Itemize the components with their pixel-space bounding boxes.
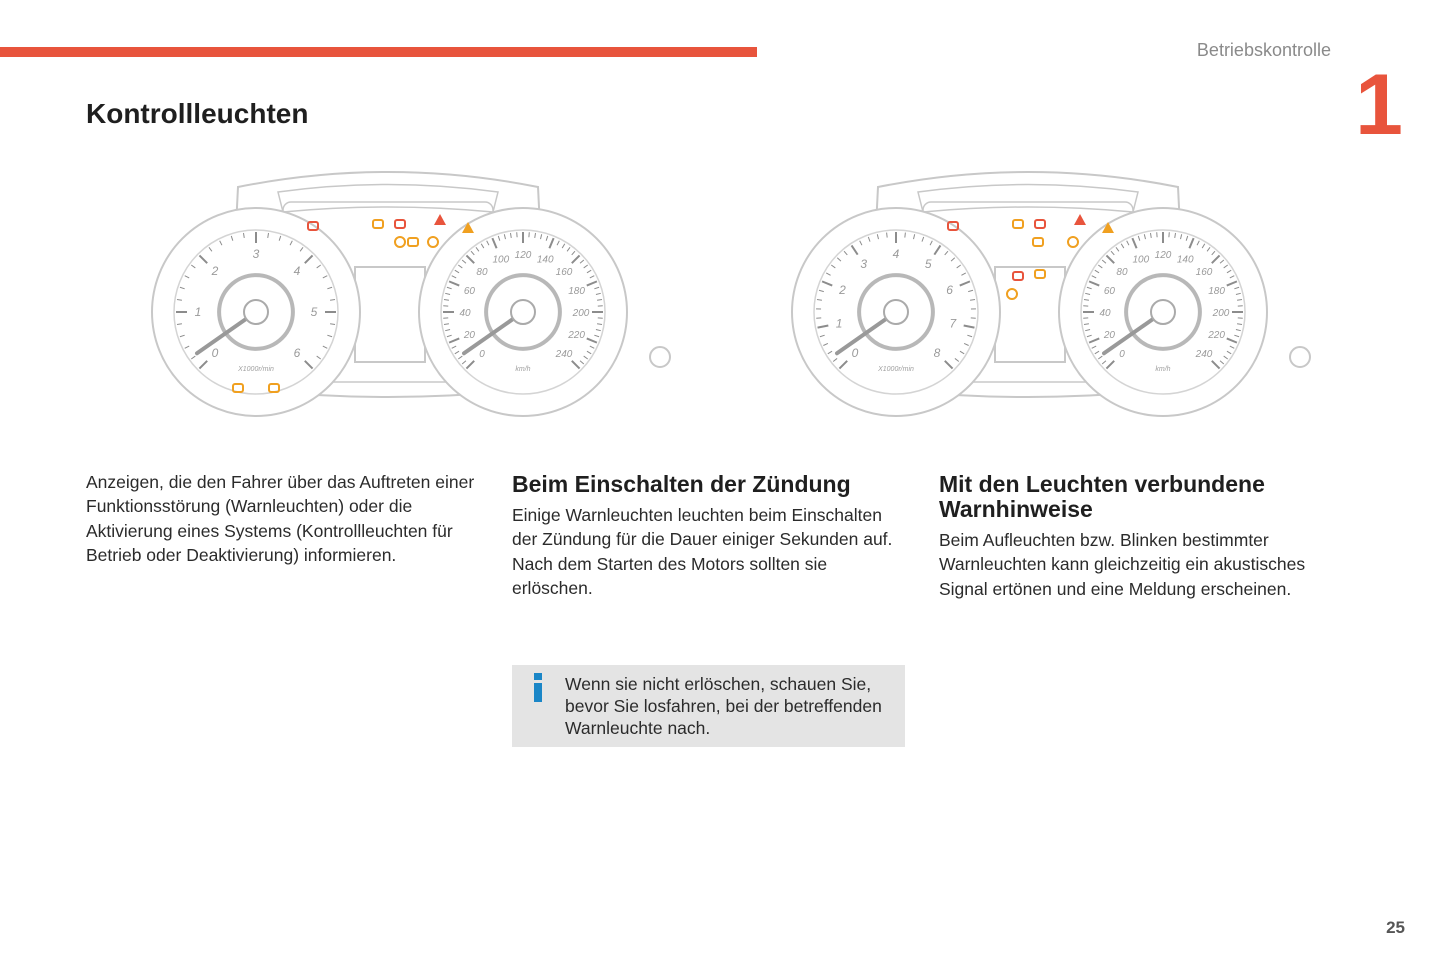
- speedometer-tick-label: 200: [1212, 308, 1230, 319]
- info-text: Wenn sie nicht erlöschen, schauen Sie, bevor Sie losfahren, bei der betreffenden Warnleuchte nach.: [565, 674, 882, 738]
- speedometer-unit-label: km/h: [1155, 366, 1171, 374]
- speedometer-tick-label: 140: [1176, 254, 1194, 266]
- tachometer-tick-label: 8: [933, 346, 941, 361]
- speedometer-tick-label: 100: [1132, 254, 1150, 266]
- speedometer-tick-label: 80: [476, 266, 488, 278]
- tachometer-tick-label: 5: [310, 305, 318, 319]
- tachometer-tick: [905, 233, 906, 238]
- tachometer-unit-label: X1000r/min: [878, 366, 914, 374]
- speedometer-tick-label: 0: [479, 349, 485, 361]
- tachometer-unit-label: X1000r/min: [238, 366, 274, 374]
- ignition-heading: Beim Einschalten der Zündung: [512, 471, 851, 497]
- speedometer-tick-label: 140: [536, 254, 554, 266]
- intro-text: Anzeigen, die den Fahrer über das Auftreten einer Funktionsstörung (Warnleuchten) oder die Aktivierung eines Systems (Kontrollleuchten für Betrieb oder Deaktivierung) informieren.: [86, 472, 475, 565]
- instrument-cluster-illustration-2: [728, 162, 1328, 427]
- warnings-text: Beim Aufleuchten bzw. Blinken bestimmter Warnleuchten kann gleichzeitig ein akustisches Signal ertönen und eine Meldung erscheinen.: [939, 530, 1306, 599]
- tachometer-tick-label: 4: [293, 263, 301, 278]
- tachometer-needle-hub: [244, 300, 268, 324]
- speedometer-gauge: [1059, 208, 1267, 416]
- tachometer-needle-hub: [884, 300, 908, 324]
- section-label: Betriebskontrolle: [1196, 40, 1331, 60]
- speedometer-tick-label: 40: [1099, 308, 1111, 319]
- ignition-paragraph-1: Einige Warnleuchten leuchten beim Einschalten der Zündung für die Dauer einiger Sekunden auf.: [512, 505, 893, 550]
- speedometer-tick-label: 220: [1208, 330, 1225, 342]
- tachometer-gauge: [152, 208, 360, 416]
- speedometer-tick-label: 240: [555, 349, 573, 361]
- speedometer-tick-label: 40: [459, 308, 471, 319]
- warnings-heading: Mit den Leuchten verbundene Warnhinweise: [939, 471, 1265, 522]
- speedometer-tick-label: 180: [1208, 285, 1225, 297]
- info-box: [512, 665, 905, 747]
- speedometer-gauge: [419, 208, 627, 416]
- tachometer-tick-label: 3: [252, 247, 260, 261]
- speedometer-tick-label: 120: [1154, 250, 1172, 261]
- speedometer-tick-label: 160: [555, 266, 573, 278]
- tachometer-tick-label: 2: [839, 282, 846, 297]
- speedometer-tick-label: 240: [1195, 349, 1213, 361]
- tachometer-tick-label: 0: [851, 346, 859, 361]
- ignition-column: [512, 470, 912, 600]
- speedometer-needle-hub: [511, 300, 535, 324]
- speedometer-tick-label: 20: [463, 330, 475, 342]
- speedometer-tick-label: 100: [492, 254, 510, 266]
- speedometer-tick-label: 20: [1103, 330, 1115, 342]
- speedometer-tick-label: 0: [1119, 349, 1125, 361]
- tachometer-tick-label: 1: [194, 305, 202, 319]
- center-display: [355, 267, 425, 362]
- tachometer-tick-label: 7: [949, 316, 957, 331]
- trip-knob: [650, 347, 670, 367]
- page-title: Kontrollleuchten: [86, 98, 309, 129]
- instrument-cluster-illustration-1: [88, 162, 688, 427]
- tachometer-gauge: [792, 208, 1000, 416]
- speedometer-unit-label: km/h: [515, 366, 531, 374]
- speedometer-tick-label: 200: [572, 308, 590, 319]
- speedometer-tick-label: 80: [1116, 266, 1128, 278]
- tachometer-tick-label: 6: [293, 346, 301, 361]
- top-accent-bar: [0, 47, 757, 57]
- tachometer-tick: [887, 233, 888, 238]
- chapter-number: 1: [1355, 57, 1403, 153]
- speedometer-tick-label: 180: [568, 285, 585, 297]
- center-display: [995, 267, 1065, 362]
- trip-knob: [1290, 347, 1310, 367]
- tachometer-tick-label: 1: [835, 316, 843, 331]
- ignition-paragraph-2: Nach dem Starten des Motors sollten sie erlöschen.: [512, 553, 828, 598]
- speedometer-tick-label: 120: [514, 250, 532, 261]
- intro-column: [86, 470, 486, 567]
- speedometer-tick-label: 60: [463, 285, 475, 297]
- tachometer-tick-label: 0: [211, 346, 219, 361]
- page-number: 25: [1386, 918, 1405, 937]
- tachometer-tick-label: 6: [946, 282, 953, 297]
- speedometer-tick-label: 60: [1103, 285, 1115, 297]
- tachometer-tick-label: 3: [860, 256, 868, 271]
- info-icon: [531, 673, 545, 703]
- warnings-column: [939, 470, 1339, 601]
- tachometer-tick-label: 4: [892, 247, 900, 261]
- speedometer-tick-label: 220: [568, 330, 585, 342]
- tachometer-tick-label: 5: [924, 256, 932, 271]
- speedometer-tick-label: 160: [1195, 266, 1213, 278]
- speedometer-needle-hub: [1151, 300, 1175, 324]
- tachometer-tick-label: 2: [211, 263, 219, 278]
